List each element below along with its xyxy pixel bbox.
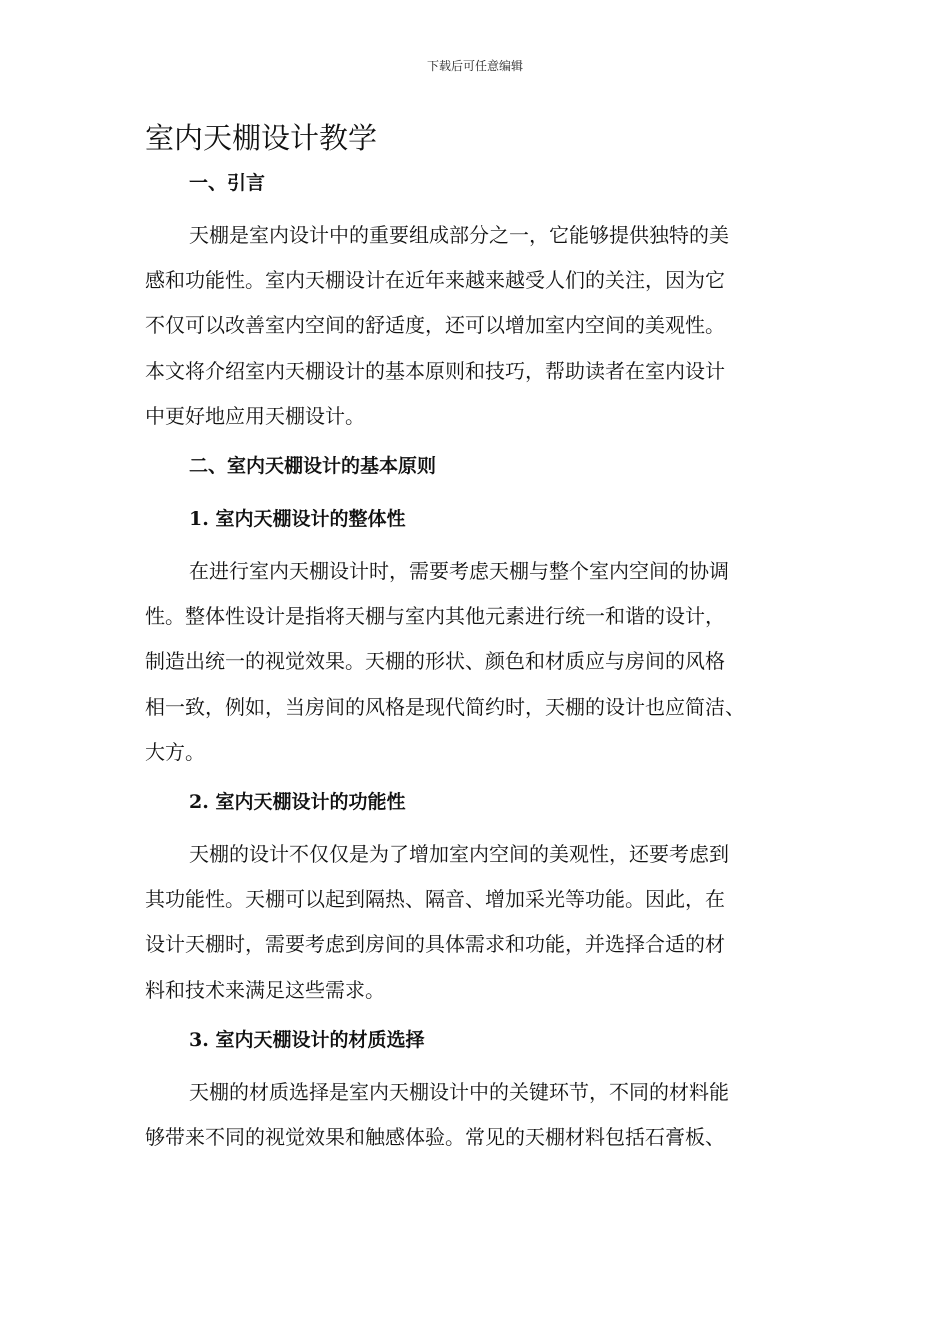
document-title: 室内天棚设计教学 bbox=[145, 121, 378, 155]
paragraph-sub3 bbox=[145, 1070, 805, 1160]
paragraph-line: 其功能性。天棚可以起到隔热、隔音、增加采光等功能。因此，在 bbox=[145, 887, 725, 912]
paragraph-line: 中更好地应用天棚设计。 bbox=[145, 403, 365, 428]
paragraph-sub1 bbox=[145, 549, 805, 775]
subsection-heading-2: 2. 室内天棚设计的功能性 bbox=[189, 791, 406, 813]
subsection-heading-1: 1. 室内天棚设计的整体性 bbox=[189, 508, 406, 530]
section-heading-intro: 一、引言 bbox=[189, 172, 266, 194]
header-note: 下载后可任意编辑 bbox=[426, 59, 523, 73]
paragraph-line: 相一致，例如，当房间的风格是现代简约时，天棚的设计也应简洁、 bbox=[145, 694, 745, 719]
paragraph-line: 制造出统一的视觉效果。天棚的形状、颜色和材质应与房间的风格 bbox=[145, 649, 725, 674]
paragraph-line: 设计天棚时，需要考虑到房间的具体需求和功能，并选择合适的材 bbox=[145, 932, 725, 957]
paragraph-line: 不仅可以改善室内空间的舒适度，还可以增加室内空间的美观性。 bbox=[145, 313, 725, 338]
paragraph-line: 感和功能性。室内天棚设计在近年来越来越受人们的关注，因为它 bbox=[145, 268, 725, 293]
section-heading-principles: 二、室内天棚设计的基本原则 bbox=[189, 455, 437, 477]
paragraph-line: 性。整体性设计是指将天棚与室内其他元素进行统一和谐的设计， bbox=[145, 604, 725, 629]
paragraph-line: 料和技术来满足这些需求。 bbox=[145, 977, 385, 1002]
paragraph-line: 够带来不同的视觉效果和触感体验。常见的天棚材料包括石膏板、 bbox=[145, 1125, 725, 1150]
paragraph-line: 在进行室内天棚设计时，需要考虑天棚与整个室内空间的协调 bbox=[189, 559, 729, 583]
paragraph-line: 大方。 bbox=[145, 739, 205, 764]
paragraph-sub2 bbox=[145, 832, 805, 1013]
paragraph-line: 天棚的材质选择是室内天棚设计中的关键环节，不同的材料能 bbox=[189, 1080, 729, 1104]
paragraph-intro bbox=[145, 213, 805, 439]
subsection-heading-3: 3. 室内天棚设计的材质选择 bbox=[189, 1029, 425, 1051]
paragraph-line: 天棚的设计不仅仅是为了增加室内空间的美观性，还要考虑到 bbox=[189, 842, 729, 866]
paragraph-line: 天棚是室内设计中的重要组成部分之一，它能够提供独特的美 bbox=[189, 223, 729, 247]
paragraph-line: 本文将介绍室内天棚设计的基本原则和技巧，帮助读者在室内设计 bbox=[145, 358, 725, 383]
